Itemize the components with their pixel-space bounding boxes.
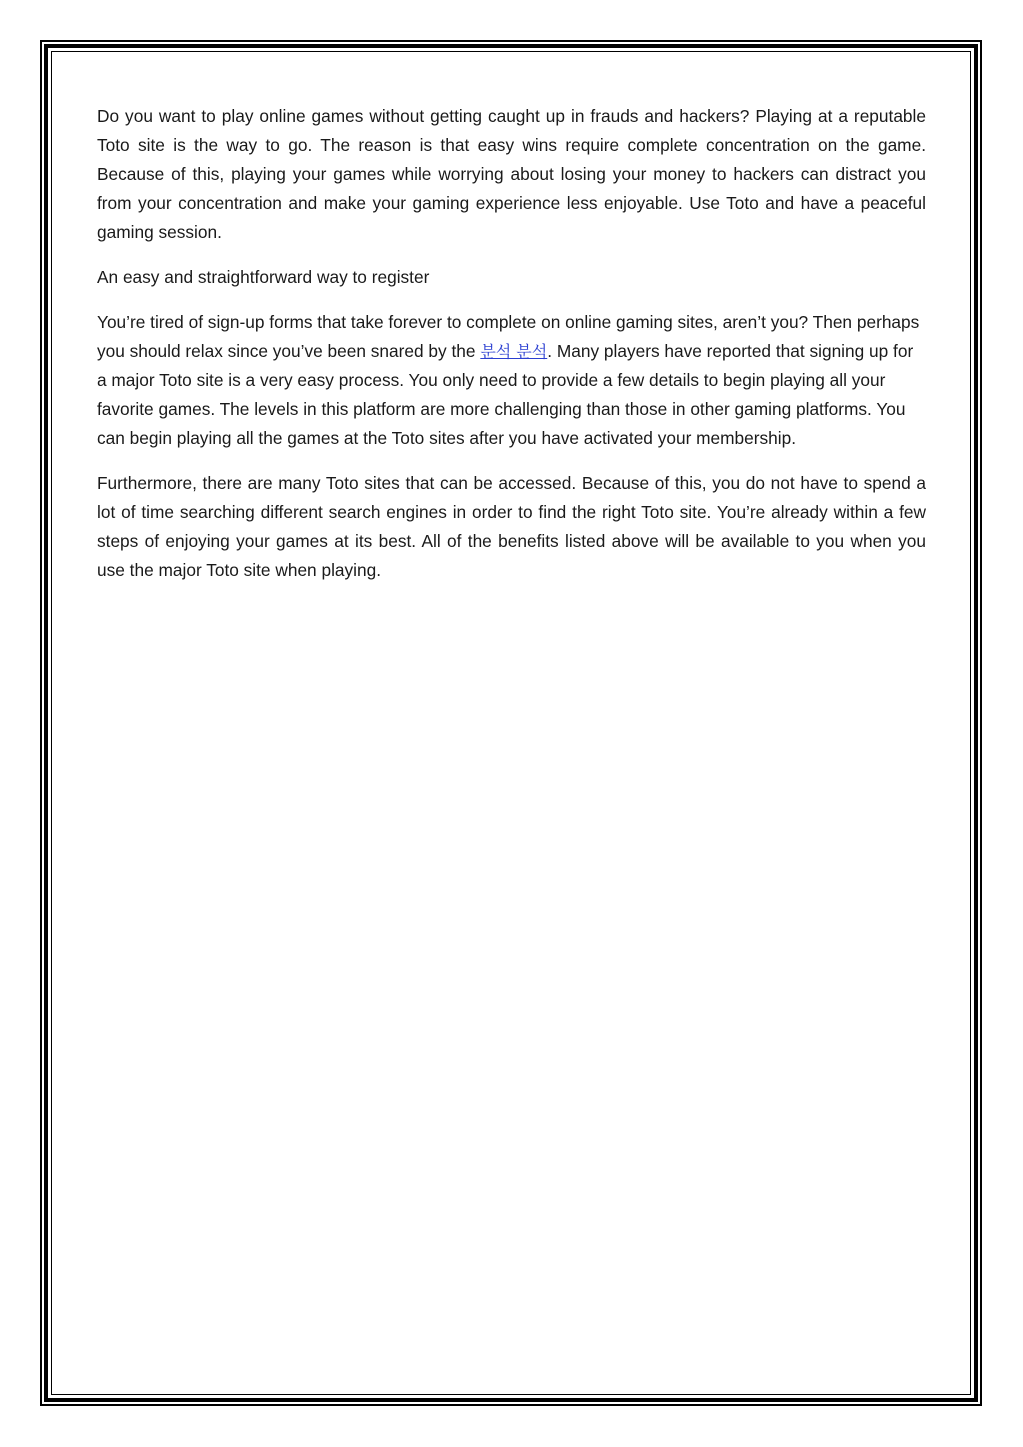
closing-paragraph: Furthermore, there are many Toto sites that can be accessed. Because of this, you do not have to spend a lot of time searching different search engines in order to find the right Toto site. You’re already within a few steps of enjoying your games at its best. All of the benefits listed above will be available to you when you use the major Toto site when playing. bbox=[97, 473, 926, 580]
intro-paragraph: Do you want to play online games without getting caught up in frauds and hackers? Playing at a reputable Toto site is the way to go. The reason is that easy wins require complete concentration on the game. Because of this, playing your games while worrying about losing your money to hackers can distract you from your concentration and make your gaming experience less enjoyable. Use Toto and have a peaceful gaming session. bbox=[97, 106, 926, 242]
register-text-before-link: You’re tired of sign-up forms that take forever to complete on online gaming sites, aren’t you? Then perhaps you should relax since you’ve been snared by the bbox=[97, 312, 920, 361]
section-heading: An easy and straightforward way to register bbox=[97, 267, 430, 287]
document-body bbox=[97, 102, 926, 601]
register-text-after-link: . Many players have reported that signing up for a major Toto site is a very easy process. You only need to provide a few details to begin playing all your favorite games. The levels in this platform are more challenging than those in other gaming platforms. You can begin playing all the games at the Toto sites after you have activated your membership. bbox=[97, 341, 914, 448]
analysis-link[interactable]: 분석 분석 bbox=[480, 342, 548, 361]
register-paragraph bbox=[97, 308, 926, 453]
